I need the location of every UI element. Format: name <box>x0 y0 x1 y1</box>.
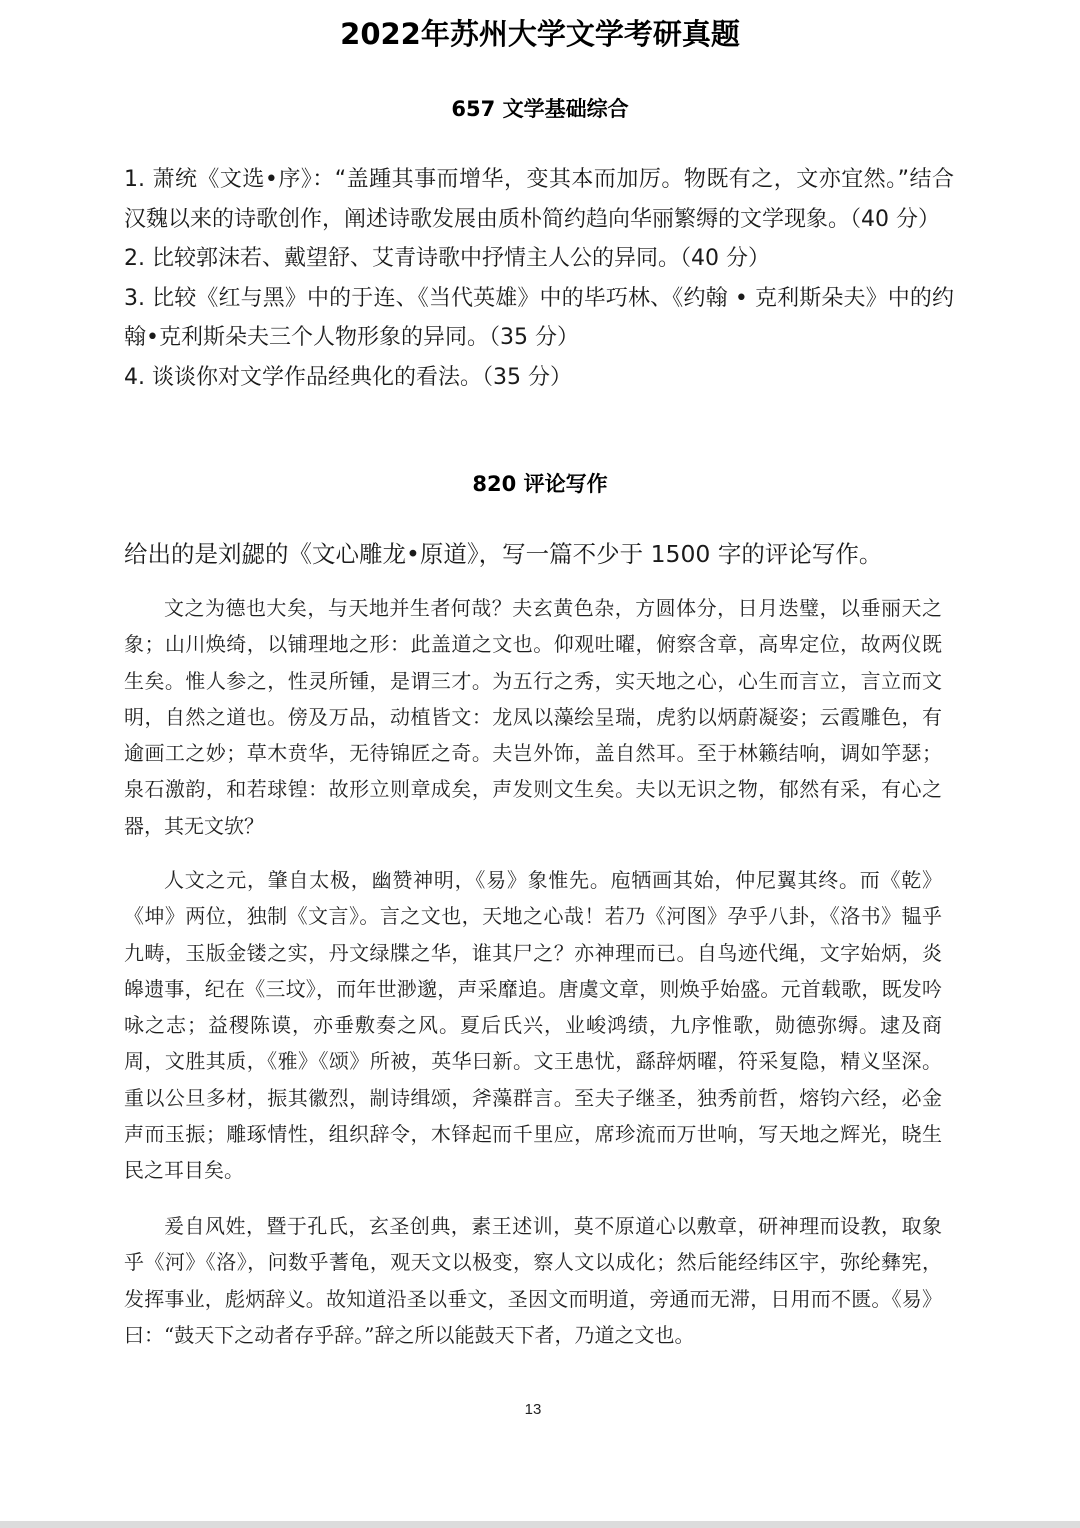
passage-paragraph-3: 爰自风姓，暨于孔氏，玄圣创典，素王述训，莫不原道心以敷章，研神理而设教，取象乎《河》《洛》，问数乎蓍龟，观天文以极变，察人文以成化；然后能经纬区宇，弥纶彝宪，发挥事业，彪炳辞义。故知道沿圣以垂文，圣因文而明道，旁通而无滞，日用而不匮。《易》曰：“鼓天下之动者存乎辞。”辞之所以能鼓天下者，乃道之文也。 <box>124 1214 942 1347</box>
question-item-3: 3. 比较《红与黑》中的于连、《当代英雄》中的毕巧林、《约翰 • 克利斯朵夫》中的约翰•克利斯朵夫三个人物形象的异同。（35 分） <box>124 285 954 350</box>
question-item-2: 2. 比较郭沫若、戴望舒、艾青诗歌中抒情主人公的异同。（40 分） <box>124 246 770 271</box>
passage-paragraph-1: 文之为德也大矣，与天地并生者何哉？夫玄黄色杂，方圆体分，日月迭璧，以垂丽天之象；山川焕绮，以铺理地之形：此盖道之文也。仰观吐曜，俯察含章，高卑定位，故两仪既生矣。惟人参之，性灵所锺，是谓三才。为五行之秀，实天地之心，心生而言立，言立而文明，自然之道也。傍及万品，动植皆文：龙凤以藻绘呈瑞，虎豹以炳蔚凝姿；云霞雕色，有逾画工之妙；草木贲华，无待锦匠之奇。夫岂外饰，盖自然耳。至于林籁结响，调如竽瑟；泉石激韵，和若球锽：故形立则章成矣，声发则文生矣。夫以无识之物，郁然有采，有心之器，其无文欤？ <box>124 596 942 838</box>
section-heading-657: 657 文学基础综合 <box>451 97 629 121</box>
passage-paragraph-2: 人文之元，肇自太极，幽赞神明，《易》象惟先。庖牺画其始，仲尼翼其终。而《乾》《坤》两位，独制《文言》。言之文也，天地之心哉！若乃《河图》孕乎八卦，《洛书》韫乎九畴，玉版金镂之实，丹文绿牒之华，谁其尸之？亦神理而已。自鸟迹代绳，文字始炳，炎皞遗事，纪在《三坟》，而年世渺邈，声采靡追。唐虞文章，则焕乎始盛。元首载歌，既发吟咏之志；益稷陈谟，亦垂敷奏之风。夏后氏兴，业峻鸿绩，九序惟歌，勋德弥缛。逮及商周，文胜其质，《雅》《颂》所被，英华曰新。文王患忧，繇辞炳曜，符采复隐，精义坚深。重以公旦多材，振其徽烈，剬诗缉颂，斧藻群言。至夫子继圣，独秀前哲，熔钧六经，必金声而玉振；雕琢情性，组织辞令，木铎起而千里应，席珍流而万世响，写天地之辉光，晓生民之耳目矣。 <box>124 868 942 1183</box>
page-number: 13 <box>524 1401 542 1418</box>
question-list <box>124 160 954 397</box>
writing-task-prompt: 给出的是刘勰的《文心雕龙•原道》，写一篇不少于 1500 字的评论写作。 <box>124 540 883 568</box>
question-item-4: 4. 谈谈你对文学作品经典化的看法。（35 分） <box>124 364 572 390</box>
page-title: 2022年苏州大学文学考研真题 <box>340 17 740 51</box>
question-item-1: 1. 萧统《文选•序》：“盖踵其事而增华，变其本而加厉。物既有之，文亦宜然。”结合汉魏以来的诗歌创作，阐述诗歌发展由质朴简约趋向华丽繁缛的文学现象。（40 分） <box>124 167 954 232</box>
section-heading-820: 820 评论写作 <box>472 472 608 496</box>
page-bottom-edge <box>0 1521 1080 1528</box>
